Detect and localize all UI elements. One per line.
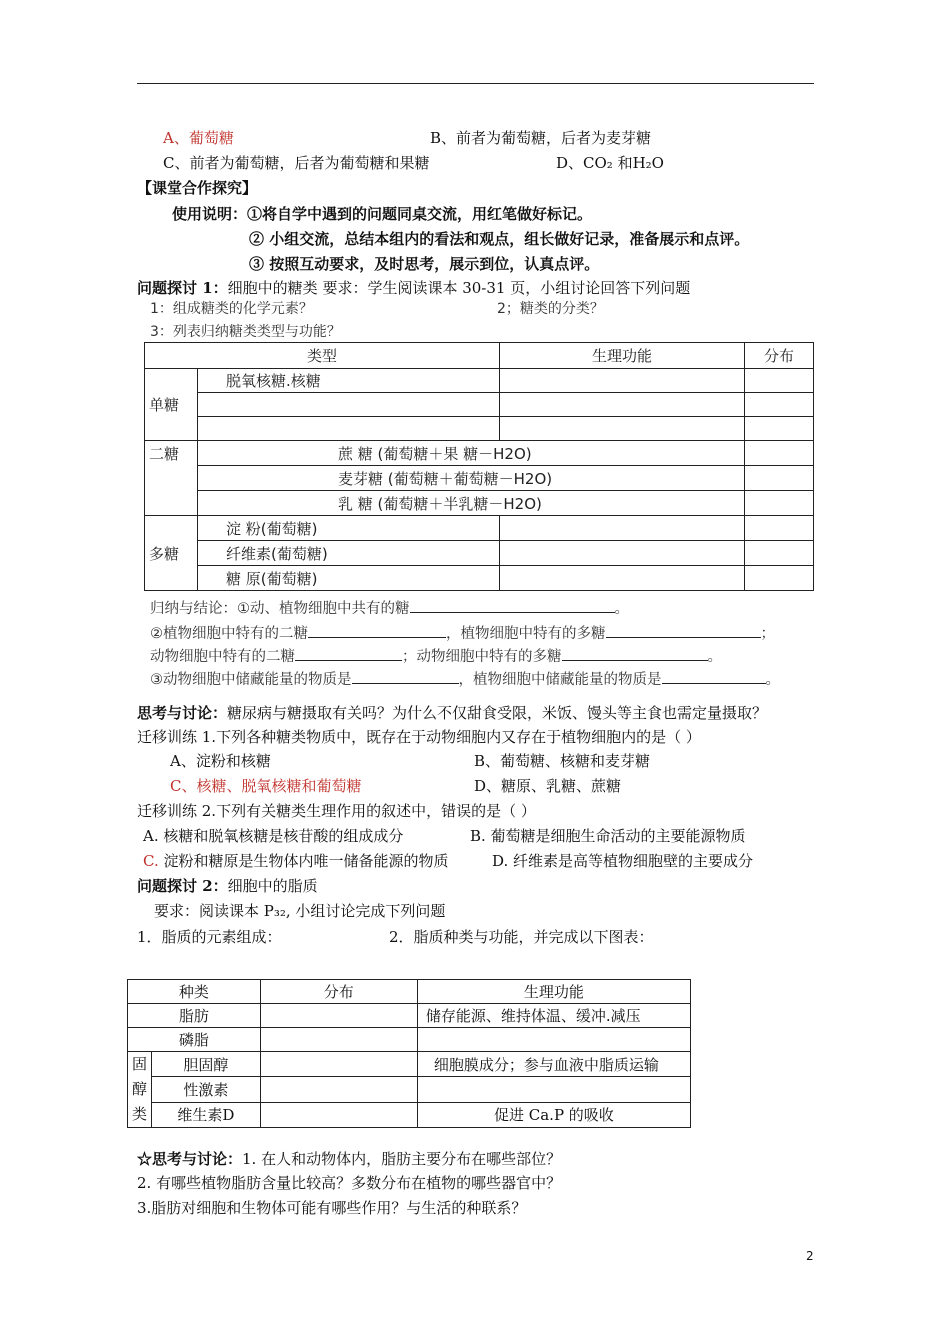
di-row-2: 麦芽糖 (葡萄糖＋葡萄糖－H2O) (198, 466, 745, 491)
topic2-q1: 1．脂质的元素组成： (137, 928, 282, 946)
summary-line-2: ②植物细胞中特有的二糖 ，植物细胞中特有的多糖 ； (150, 622, 775, 643)
ex1-a: A、淀粉和核糖 (170, 752, 271, 770)
ex2-c (143, 850, 449, 871)
mono-label: 单糖 (145, 369, 198, 441)
think2-q1: 1. 在人和动物体内，脂肪主要分布在哪些部位？ (242, 1150, 562, 1168)
lipid-vitamin-d-function: 促进 Ca.P 的吸收 (417, 1102, 690, 1127)
option-a: A、葡萄糖 (163, 129, 234, 147)
lipid-phospholipid: 磷脂 (128, 1028, 261, 1052)
topic1-text: 细胞中的糖类 要求：学生阅读课本 30-31 页，小组讨论回答下列问题 (227, 279, 691, 297)
page-number: 2 (806, 1249, 814, 1263)
cell (745, 566, 814, 591)
option-c: C、前者为葡萄糖，后者为葡萄糖和果糖 (163, 154, 430, 172)
blank (562, 646, 708, 661)
cell (260, 1052, 417, 1077)
lipid-vitamin-d: 维生素D (152, 1102, 261, 1127)
cell (198, 417, 500, 441)
cell (745, 466, 814, 491)
header-rule (137, 83, 814, 84)
lipid-table (127, 979, 691, 1128)
cell (500, 541, 745, 566)
ex1-c-text: C、核糖、脱氧核糖和葡萄糖 (170, 777, 362, 795)
summary-line-4: ③动物细胞中储藏能量的物质是 ，植物细胞中储藏能量的物质是 。 (150, 668, 780, 689)
header-function: 生理功能 (500, 343, 745, 369)
section-title: 【课堂合作探究】 (137, 179, 258, 197)
cell (745, 441, 814, 466)
usage-line-3: ③ 按照互动要求，及时思考，展示到位，认真点评。 (249, 255, 600, 273)
think2-q2: 2. 有哪些植物脂肪含量比较高？多数分布在植物的哪些器官中？ (137, 1174, 562, 1192)
summary-2b: ，植物细胞中特有的多糖 (446, 626, 606, 642)
blank (352, 669, 459, 684)
cell (260, 1102, 417, 1127)
think1-label: 思考与讨论： (137, 704, 228, 722)
topic2-q2: 2．脂质种类与功能，并完成以下图表： (389, 928, 654, 946)
poly-row-1: 淀 粉(葡萄糖) (198, 516, 500, 541)
sterol-char-1: 固 (132, 1055, 148, 1073)
lipid-header-kind: 种类 (128, 980, 261, 1004)
topic1-q2: 2；糖类的分类？ (497, 301, 604, 317)
cell (745, 491, 814, 516)
blank (410, 598, 615, 613)
cell (500, 393, 745, 417)
poly-row-2: 纤维素(葡萄糖) (198, 541, 500, 566)
cell (745, 393, 814, 417)
summary-4a: ③动物细胞中储藏能量的物质是 (150, 672, 352, 688)
cell (500, 566, 745, 591)
cell (745, 369, 814, 393)
lipid-fat: 脂肪 (128, 1004, 261, 1028)
lipid-cholesterol-function: 细胞膜成分；参与血液中脂质运输 (417, 1052, 690, 1077)
lipid-header-distribution: 分布 (260, 980, 417, 1004)
topic2-requirement: 要求：阅读课本 P₃₂, 小组讨论完成下列问题 (154, 902, 446, 920)
ex1-d: D、糖原、乳糖、蔗糖 (474, 777, 622, 795)
think1-text: 糖尿病与糖摄取有关吗？为什么不仅甜食受限，米饭、馒头等主食也需定量摄取？ (227, 704, 768, 722)
ex2-c-letter: C. (143, 852, 159, 870)
sugar-table (144, 342, 814, 591)
topic1-q1: 1：组成糖类的化学元素？ (150, 301, 313, 317)
summary-3a: 动物细胞中特有的二糖 (150, 649, 295, 665)
summary-2a: ②植物细胞中特有的二糖 (150, 626, 308, 642)
blank (662, 669, 766, 684)
cell (500, 516, 745, 541)
topic2-text: 细胞中的脂质 (227, 877, 318, 895)
ex1-b: B、葡萄糖、核糖和麦芽糖 (474, 752, 651, 770)
lipid-cholesterol: 胆固醇 (152, 1052, 261, 1077)
ex2-c-text: 淀粉和糖原是生物体内唯一储备能源的物质 (158, 852, 449, 870)
mono-row-1: 脱氧核糖.核糖 (198, 369, 500, 393)
summary-4b: ，植物细胞中储藏能量的物质是 (458, 672, 662, 688)
topic1-q3: 3：列表归纳糖类类型与功能？ (150, 324, 341, 340)
cell (260, 1077, 417, 1102)
di-row-1: 蔗 糖 (葡萄糖＋果 糖－H2O) (198, 441, 745, 466)
cell (417, 1028, 690, 1052)
summary-line-3: 动物细胞中特有的二糖 ；动物细胞中特有的多糖 。 (150, 645, 722, 666)
cell (500, 417, 745, 441)
ex2-d: D. 纤维素是高等植物细胞壁的主要成分 (492, 852, 754, 870)
blank (295, 646, 402, 661)
lipid-sex-hormone: 性激素 (152, 1077, 261, 1102)
cell (260, 1004, 417, 1028)
cell (745, 516, 814, 541)
blank (606, 623, 761, 638)
di-label: 二糖 (145, 441, 198, 516)
sterol-label (128, 1052, 152, 1128)
summary-1-text: 归纳与结论：①动、植物细胞中共有的糖 (150, 601, 410, 617)
sterol-char-2: 醇 (132, 1080, 148, 1098)
ex1-c (170, 775, 361, 796)
poly-label: 多糖 (145, 516, 198, 591)
topic1-heading (137, 277, 690, 298)
usage-line-2: ② 小组交流，总结本组内的看法和观点，组长做好记录，准备展示和点评。 (249, 230, 750, 248)
sterol-char-3: 类 (132, 1105, 148, 1123)
lipid-header-function: 生理功能 (417, 980, 690, 1004)
ex2-a: A. 核糖和脱氧核糖是核苷酸的组成成分 (143, 827, 404, 845)
cell (417, 1077, 690, 1102)
blank (308, 623, 446, 638)
usage-line-1: 使用说明：①将自学中遇到的问题同桌交流，用红笔做好标记。 (172, 205, 593, 223)
cell (260, 1028, 417, 1052)
cell (198, 393, 500, 417)
think2-q3: 3.脂肪对细胞和生物体可能有哪些作用？与生活的种联系？ (137, 1199, 527, 1217)
option-d: D、CO₂ 和H₂O (556, 154, 664, 172)
header-type: 类型 (145, 343, 500, 369)
cell (745, 417, 814, 441)
cell (500, 369, 745, 393)
ex2-question: 迁移训练 2.下列有关糖类生理作用的叙述中，错误的是（ ） (137, 802, 536, 820)
di-row-3: 乳 糖 (葡萄糖＋半乳糖－H2O) (198, 491, 745, 516)
lipid-fat-function: 储存能源、维持体温、缓冲.减压 (417, 1004, 690, 1028)
think2-label: ☆思考与讨论： (137, 1150, 243, 1168)
summary-3b: ；动物细胞中特有的多糖 (402, 649, 562, 665)
ex2-b: B. 葡萄糖是细胞生命活动的主要能源物质 (470, 827, 746, 845)
header-distribution: 分布 (745, 343, 814, 369)
ex1-question: 迁移训练 1.下列各种糖类物质中，既存在于动物细胞内又存在于植物细胞内的是（ ） (137, 728, 701, 746)
topic2-heading (137, 875, 318, 896)
poly-row-3: 糖 原(葡萄糖) (198, 566, 500, 591)
summary-line-1: 归纳与结论：①动、植物细胞中共有的糖 。 (150, 597, 629, 618)
think2-line-1 (137, 1148, 561, 1169)
think1 (137, 702, 767, 723)
topic2-label: 问题探讨 2： (137, 877, 228, 895)
cell (745, 541, 814, 566)
option-b: B、前者为葡萄糖，后者为麦芽糖 (430, 129, 652, 147)
topic1-label: 问题探讨 1： (137, 279, 228, 297)
